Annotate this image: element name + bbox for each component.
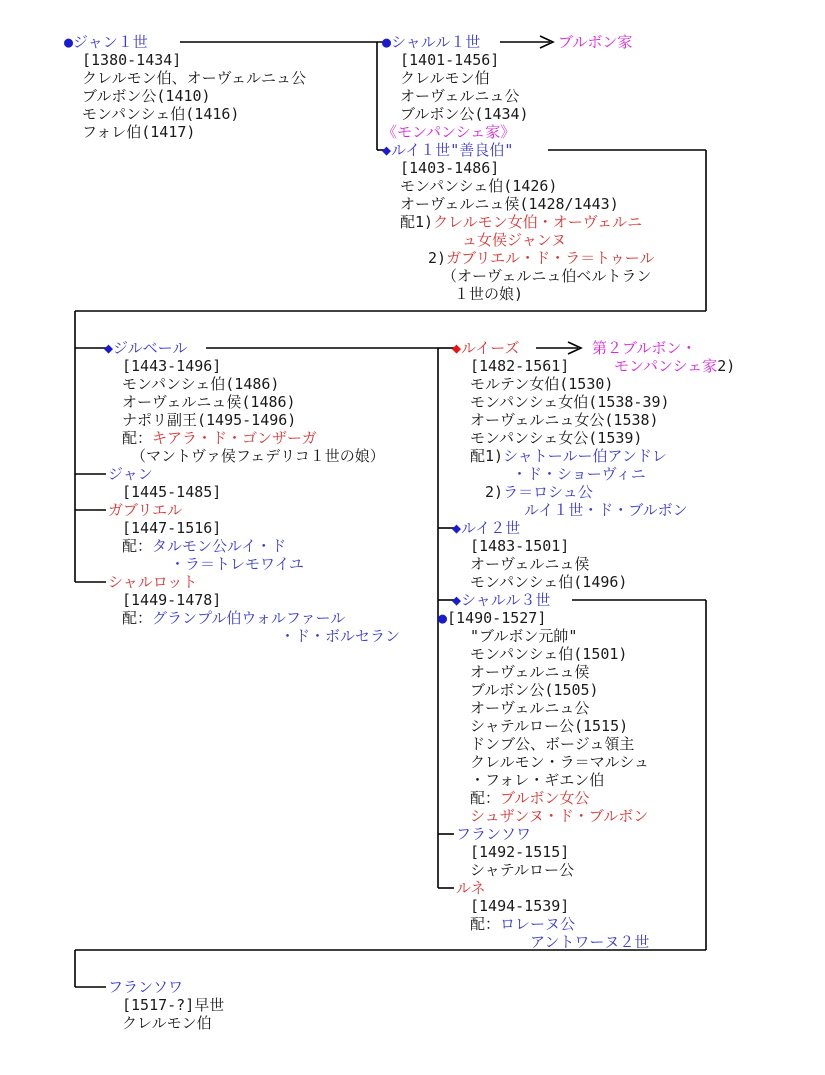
title-row [452,555,627,573]
title-row [452,429,688,447]
title-row [104,375,385,393]
title: ナポリ副王(1495-1496) [122,411,297,429]
lifespan-row [382,159,655,177]
lifespan: [1449-1478] [122,591,222,609]
title-row [452,573,627,591]
person-block-charles1-louis1 [382,33,655,303]
spouse-name: タルモン公ルイ・ド [152,537,287,555]
spouse-row [104,609,400,627]
spouse-prefix: 配： [122,609,153,627]
title: ブルボン公(1410) [82,87,211,105]
note-row [382,285,655,303]
title-row [382,195,655,213]
family-ref: ブルボン家 [558,33,633,51]
person-block-gilbert [104,339,385,465]
title-row [64,69,306,87]
lifespan: [1494-1539] [470,897,570,915]
name-row [64,33,306,51]
title-row [452,627,649,645]
lifespan: [1447-1516] [122,519,222,537]
spouse-name: クレルモン女伯・オーヴェルニ [433,213,643,231]
spouse-row [452,483,688,501]
diamond-bullet-icon: ◆ [452,591,462,609]
title: オーヴェルニュ侯(1486) [122,393,296,411]
name-row [452,591,649,609]
lifespan: [1443-1496] [122,357,222,375]
name-row [104,339,385,357]
person-block-francois1 [452,825,574,879]
title-row [452,411,688,429]
person-name: ルイーズ [461,339,520,357]
spouse-row [382,213,655,231]
title: モンパンシェ伯(1501) [470,645,628,663]
person-name: シャルル１世 [391,33,481,51]
person-name: ジャン１世 [73,33,148,51]
title: モンパンシェ伯(1496) [470,573,628,591]
title-row [452,717,649,735]
diamond-bullet-icon: ◆ [382,141,392,159]
spouse-prefix: 2) [428,249,447,267]
spouse-prefix: 2) [485,483,504,501]
spouse-name: シュザンヌ・ド・ブルボン [470,807,649,825]
diamond-bullet-icon: ◆ [452,339,462,357]
spouse-name: キアラ・ド・ゴンザーガ [152,429,317,447]
spouse-row [382,249,655,267]
footnote-marker: 2) [717,357,736,375]
circle-bullet-icon: ● [438,609,448,627]
family-ref-row [558,33,632,51]
lifespan: [1380-1434] [82,51,182,69]
title: モルテン女伯(1530) [470,375,614,393]
title: モンパンシェ女伯(1538-39) [470,393,670,411]
note: １世の娘) [454,285,524,303]
family-label-row [382,123,655,141]
spouse-name: ュ女侯ジャンヌ [462,231,567,249]
family-ref: モンパンシェ家 [614,357,718,375]
title-row [452,771,649,789]
spouse-name: ・ド・ボルセラン [280,627,401,645]
title-row [452,753,649,771]
title-row [452,663,649,681]
person-name: ジャン [108,465,153,483]
title: シャテルロー公(1515) [470,717,629,735]
person-name: ルネ [456,879,486,897]
lifespan-row [104,591,400,609]
lifespan: [1492-1515] [470,843,570,861]
spouse-name: ブルボン女公 [500,789,590,807]
spouse-row [104,555,304,573]
family-ref: 第２ブルボン・ [592,339,697,357]
spouse-row [452,807,649,825]
title-row [382,87,655,105]
spouse-prefix: 配1) [400,213,434,231]
title: モンパンシェ女公(1539) [470,429,643,447]
name-row [452,519,627,537]
title-row [452,861,574,879]
lifespan: [1445-1485] [122,483,222,501]
lifespan-row [104,996,224,1014]
spouse-prefix: 配： [470,789,501,807]
note-row [104,447,385,465]
circle-bullet-icon: ● [64,33,74,51]
title: モンパンシェ伯(1486) [122,375,280,393]
person-block-jean1 [64,33,306,141]
lifespan-row [382,51,655,69]
title: オーヴェルニュ公 [470,699,590,717]
person-name: ルイ１世"善良伯" [391,141,514,159]
person-block-charles3 [438,591,649,825]
title: ・フォレ・ギエン伯 [470,771,605,789]
lifespan-row [452,537,627,555]
note: （オーヴェルニュ伯ベルトラン [442,267,652,285]
title-row [64,123,306,141]
family-label: 《モンパンシェ家》 [382,123,516,141]
family-ref-bourbon [558,33,632,51]
spouse-prefix: 配： [122,537,153,555]
person-block-renee [452,879,649,951]
circle-bullet-icon: ● [382,33,392,51]
person-name: フランソワ [108,978,184,996]
note-row [382,267,655,285]
person-block-jean [104,465,221,501]
title-row [382,177,655,195]
spouse-name: グランプル伯ウォルファール [152,609,346,627]
person-name: ジルベール [113,339,188,357]
family-ref-row [592,339,735,357]
title: オーヴェルニュ公 [400,87,520,105]
title-row [64,105,306,123]
name-row [382,141,655,159]
spouse-name: ロレーヌ公 [500,915,576,933]
person-block-charlotte [104,573,400,645]
name-row [452,825,574,843]
spouse-prefix: 配： [122,429,153,447]
title-row [382,69,655,87]
lifespan: [1483-1501] [470,537,570,555]
spouse-row [452,915,649,933]
title: ブルボン公(1434) [400,105,529,123]
title: ドンブ公、ボージュ領主 [470,735,635,753]
lifespan-row [104,483,221,501]
title-row [64,87,306,105]
title: クレルモン伯 [400,69,490,87]
person-name: シャルロット [108,573,198,591]
title-row [104,393,385,411]
epithet: "ブルボン元帥" [470,627,578,645]
title: クレルモン・ラ＝マルシュ [470,753,649,771]
title-row [452,375,688,393]
title: ブルボン公(1505) [470,681,599,699]
spouse-row [452,789,649,807]
person-name: フランソワ [456,825,532,843]
lifespan-row [104,357,385,375]
title: モンパンシェ伯(1426) [400,177,558,195]
lifespan: [1517-?]早世 [122,996,225,1014]
lifespan-row [438,609,649,627]
title: クレルモン伯 [122,1014,212,1032]
spouse-name: シャトールー伯アンドレ [503,447,667,465]
title-row [452,735,649,753]
spouse-prefix: 配1) [470,447,504,465]
title-row [452,681,649,699]
title-row [104,1014,224,1032]
lifespan: [1401-1456] [400,51,500,69]
spouse-name: アントワーヌ２世 [530,933,650,951]
spouse-name: ・ラ＝トレモワイユ [170,555,304,573]
title: オーヴェルニュ侯(1428/1443) [400,195,619,213]
name-row [104,573,400,591]
title-row [452,645,649,663]
title: オーヴェルニュ侯 [470,555,590,573]
spouse-row [104,429,385,447]
lifespan: [1482-1561] [470,357,570,375]
person-block-louis2 [452,519,627,591]
spouse-row [104,627,400,645]
person-name: ガブリエル [108,501,183,519]
title: シャテルロー公 [470,861,574,879]
spouse-row [104,537,304,555]
diamond-bullet-icon: ◆ [104,339,114,357]
person-block-gabrielle [104,501,304,573]
spouse-name: ラ＝ロシュ公 [503,483,593,501]
lifespan-row [452,843,574,861]
name-row [104,465,221,483]
family-ref-row [592,357,735,375]
title: オーヴェルニュ女公(1538) [470,411,659,429]
lifespan: [1490-1527] [447,609,547,627]
person-block-francois2 [104,978,224,1032]
title-row [452,393,688,411]
spouse-row [382,231,655,249]
title-row [104,411,385,429]
title: モンパンシェ伯(1416) [82,105,240,123]
diamond-bullet-icon: ◆ [452,519,462,537]
lifespan-row [64,51,306,69]
spouse-name: ガブリエル・ド・ラ＝トゥール [446,249,655,267]
spouse-row [452,501,688,519]
title: オーヴェルニュ侯 [470,663,590,681]
lifespan-row [104,519,304,537]
spouse-name: ルイ１世・ド・ブルボン [524,501,688,519]
note: （マントヴァ侯フェデリコ１世の娘） [131,447,385,465]
family-ref-montpensier2 [592,339,735,375]
name-row [452,879,649,897]
title: フォレ伯(1417) [82,123,196,141]
title: クレルモン伯、オーヴェルニュ公 [82,69,307,87]
lifespan-row [452,897,649,915]
person-name: シャルル３世 [461,591,551,609]
spouse-name: ・ド・ショーヴィニ [512,465,646,483]
spouse-prefix: 配： [470,915,501,933]
name-row [104,501,304,519]
spouse-row [452,447,688,465]
spouse-row [452,933,649,951]
title-row [452,699,649,717]
spouse-row [452,465,688,483]
title-row [382,105,655,123]
lifespan: [1403-1486] [400,159,500,177]
name-row [104,978,224,996]
person-name: ルイ２世 [461,519,521,537]
